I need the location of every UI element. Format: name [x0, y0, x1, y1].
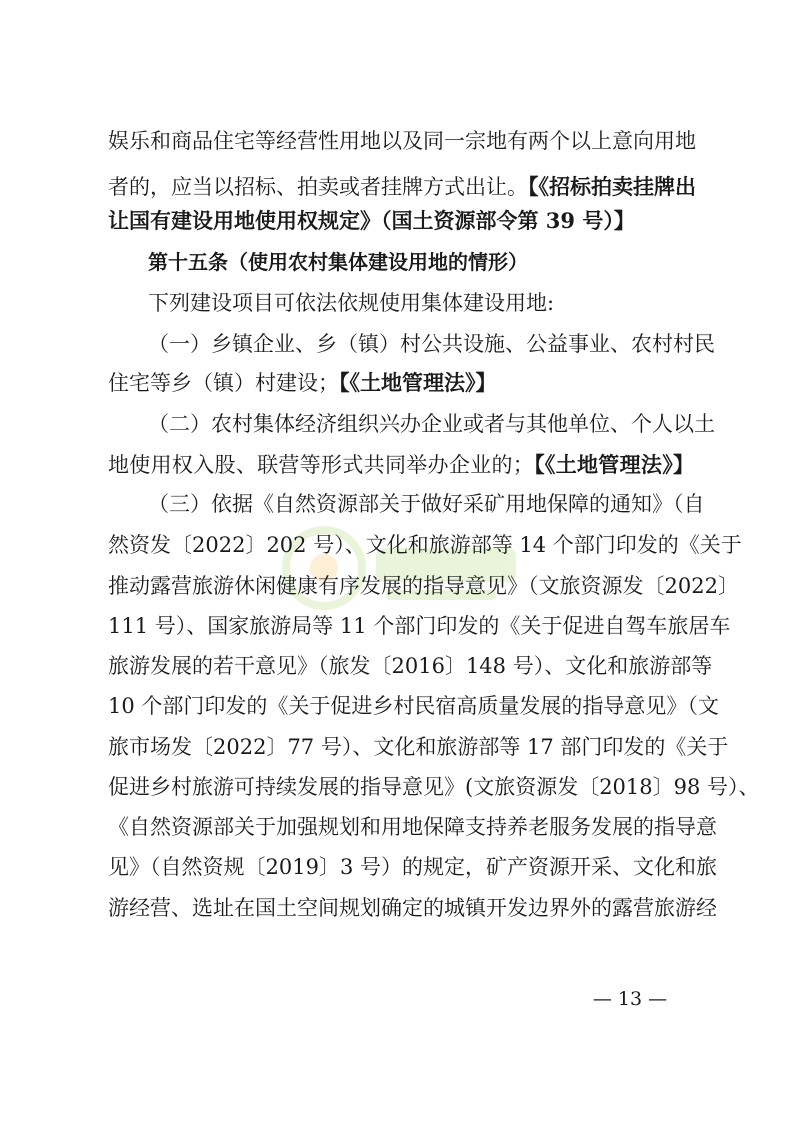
text-line-11: 然资发〔2022〕202 号）、文化和旅游部等 14 个部门印发的《关于	[108, 533, 742, 557]
text-line-19: 见》（自然资规〔2019〕3 号）的规定，矿产资源开采、文化和旅	[108, 855, 717, 879]
page-number: — 13 —	[592, 988, 668, 1010]
text-line-16: 旅市场发〔2022〕77 号）、文化和旅游部等 17 部门印发的《关于	[108, 735, 729, 759]
text-line-17: 促进乡村旅游可持续发展的指导意见》(文旅资源发〔2018〕98 号）、	[108, 775, 760, 799]
citation: 【《土地管理法》】	[533, 452, 695, 477]
text-line-20: 游经营、选址在国土空间规划确定的城镇开发边界外的露营旅游经	[108, 896, 717, 920]
citation: 【《土地管理法》】	[339, 370, 497, 395]
text-line-13: 111 号）、国家旅游局等 11 个部门印发的《关于促进自驾车旅居车	[108, 614, 731, 638]
text-line-14: 旅游发展的若干意见》（旅发〔2016〕148 号）、文化和旅游部等	[108, 654, 713, 678]
text-line-9: 地使用权入股、联营等形式共同举办企业的；【《土地管理法》】	[108, 452, 695, 477]
text-line-2: 者的，应当以招标、拍卖或者挂牌方式出让。【《招标拍卖挂牌出	[108, 174, 696, 199]
article-heading: 第十五条（使用农村集体建设用地的情形）	[148, 250, 528, 274]
text-line-10: （三）依据《自然资源部关于做好采矿用地保障的通知》（自	[148, 492, 705, 516]
text-line-18: 《自然资源部关于加强规划和用地保障支持养老服务发展的指导意	[108, 815, 717, 839]
text-line-5: 下列建设项目可依法依规使用集体建设用地:	[148, 291, 555, 315]
citation: 【《招标拍卖挂牌出	[528, 174, 696, 199]
text-line-12: 推动露营旅游休闲健康有序发展的指导意见》（文旅资源发〔2022〕	[108, 574, 739, 598]
text-line-3: 让国有建设用地使用权规定》（国土资源部令第 39 号）】	[108, 208, 635, 233]
text-line-15: 10 个部门印发的《关于促进乡村民宿高质量发展的指导意见》（文	[108, 694, 719, 718]
text-line-1: 娱乐和商品住宅等经营性用地以及同一宗地有两个以上意向用地	[108, 129, 696, 153]
text-line-6: （一）乡镇企业、乡（镇）村公共设施、公益事业、农村村民	[148, 332, 715, 356]
text-line-7: 住宅等乡（镇）村建设；【《土地管理法》】	[108, 370, 497, 395]
text-line-8: （二）农村集体经济组织兴办企业或者与其他单位、个人以土	[148, 412, 715, 436]
